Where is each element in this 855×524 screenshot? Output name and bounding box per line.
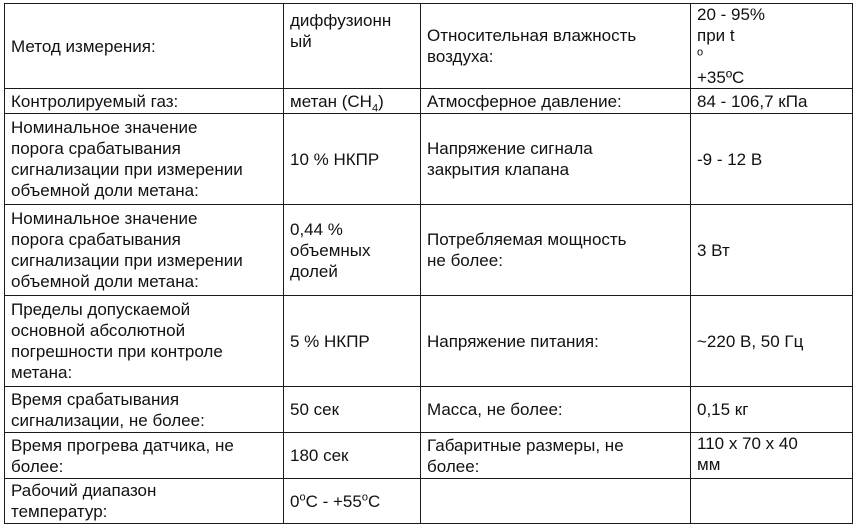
value-cell: 0,15 кг bbox=[691, 387, 853, 433]
param-cell: Время срабатывания сигнализации, не более: bbox=[5, 387, 284, 433]
table-row bbox=[5, 205, 853, 296]
param-cell: Габаритные размеры, не более: bbox=[421, 433, 691, 479]
value-cell: ~220 В, 50 Гц bbox=[691, 296, 853, 387]
value-cell: 0,44 % объемных долей bbox=[284, 205, 421, 296]
param-cell: Пределы допускаемой основной абсолютной погрешности при контроле метана: bbox=[5, 296, 284, 387]
param-cell: Масса, не более: bbox=[421, 387, 691, 433]
value-cell: 3 Вт bbox=[691, 205, 853, 296]
value-cell: $0^оС - +55^оС$ bbox=[284, 479, 421, 524]
value-cell: 110 х 70 х 40 мм bbox=[691, 433, 853, 479]
param-cell: Номинальное значение порога срабатывания сигнализации при измерении объемной доли метана: bbox=[5, 114, 284, 205]
value-cell: 180 сек bbox=[284, 433, 421, 479]
param-cell: Потребляемая мощность не более: bbox=[421, 205, 691, 296]
table-row bbox=[5, 433, 853, 479]
param-cell: Относительная влажность воздуха: bbox=[421, 4, 691, 89]
param-cell: Напряжение питания: bbox=[421, 296, 691, 387]
value-cell: 10 % НКПР bbox=[284, 114, 421, 205]
table-row bbox=[5, 4, 853, 89]
param-cell: Рабочий диапазон температур: bbox=[5, 479, 284, 524]
table-row bbox=[5, 479, 853, 524]
param-cell bbox=[421, 479, 691, 524]
table-row bbox=[5, 296, 853, 387]
value-cell: 84 - 106,7 кПа bbox=[691, 89, 853, 114]
param-cell: Контролируемый газ: bbox=[5, 89, 284, 114]
value-cell bbox=[691, 479, 853, 524]
param-cell: Атмосферное давление: bbox=[421, 89, 691, 114]
value-cell: диффузионн ый bbox=[284, 4, 421, 89]
table-row bbox=[5, 387, 853, 433]
value-cell: метан $(СН_4)$ bbox=[284, 89, 421, 114]
param-cell: Номинальное значение порога срабатывания сигнализации при измерении объемной доли метана: bbox=[5, 205, 284, 296]
param-label: Метод измерения: bbox=[11, 36, 156, 56]
value-cell: 50 сек bbox=[284, 387, 421, 433]
value-cell: 20 - 95% при t $^о$ +35ºС bbox=[691, 4, 853, 89]
value-cell: -9 - 12 В bbox=[691, 114, 853, 205]
table-row bbox=[5, 114, 853, 205]
value-cell: 5 % НКПР bbox=[284, 296, 421, 387]
param-cell: Напряжение сигнала закрытия клапана bbox=[421, 114, 691, 205]
param-cell: Время прогрева датчика, не более: bbox=[5, 433, 284, 479]
specifications-table bbox=[4, 3, 853, 524]
param-cell bbox=[5, 4, 284, 89]
table-row bbox=[5, 89, 853, 114]
